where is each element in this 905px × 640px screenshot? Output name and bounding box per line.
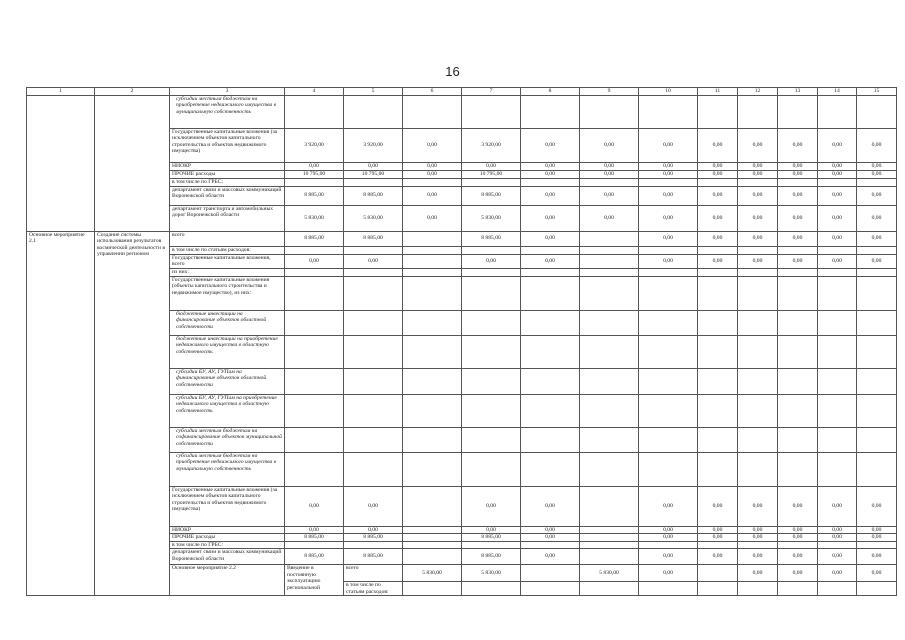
column-number: 10	[639, 88, 698, 96]
value-cell: 0,00	[857, 205, 897, 231]
value-cell: 0,00	[285, 526, 344, 534]
value-cell: 0,00	[698, 128, 738, 162]
column-number: 8	[521, 88, 580, 96]
column-number: 9	[580, 88, 639, 96]
value-cell: 0,00	[344, 254, 403, 268]
value-cell	[580, 526, 639, 534]
value-cell: 0,00	[818, 526, 857, 534]
value-cell: 0,00	[698, 205, 738, 231]
value-cell: 0,00	[639, 565, 698, 582]
value-cell: 0,00	[639, 549, 698, 565]
value-cell: 0,00	[778, 486, 818, 526]
value-cell: 0,00	[857, 231, 897, 246]
value-cell	[403, 254, 462, 268]
row-label: Государственные капитальные вложения (за исключением объектов капитального строительства и объектов недвижимого имущества)	[170, 128, 285, 162]
row-label: субсидии местным бюджетам на софинансирование объектов муниципальной собственности	[170, 427, 285, 452]
value-cell: 3 920,00	[462, 128, 521, 162]
value-cell: 0,00	[403, 186, 462, 205]
value-cell: 0,00	[698, 549, 738, 565]
event-name-cell	[95, 95, 170, 231]
value-cell: 10 795,00	[344, 170, 403, 178]
value-cell: 0,00	[738, 186, 778, 205]
value-cell: 0,00	[698, 254, 738, 268]
value-cell: 0,00	[818, 205, 857, 231]
value-cell: 0,00	[462, 486, 521, 526]
value-cell: 10 795,00	[285, 170, 344, 178]
value-cell: 0,00	[857, 526, 897, 534]
row-label: Государственные капитальные вложения, всего	[170, 254, 285, 268]
value-cell: 0,00	[639, 526, 698, 534]
value-cell: 0,00	[698, 170, 738, 178]
column-number: 12	[738, 88, 778, 96]
value-cell	[580, 534, 639, 542]
value-cell: 0,00	[521, 128, 580, 162]
value-cell: 0,00	[818, 534, 857, 542]
value-cell: 0,00	[778, 565, 818, 582]
column-number: 1	[27, 88, 95, 96]
value-cell: 0,00	[857, 565, 897, 582]
value-cell	[403, 526, 462, 534]
value-cell: 8 885,00	[462, 231, 521, 246]
column-number: 15	[857, 88, 897, 96]
value-cell	[698, 565, 738, 582]
value-cell: 0,00	[738, 205, 778, 231]
value-cell: 0,00	[521, 486, 580, 526]
column-number: 7	[462, 88, 521, 96]
value-cell: 0,00	[738, 170, 778, 178]
value-cell: 0,00	[639, 231, 698, 246]
value-cell: 0,00	[738, 486, 778, 526]
value-cell: 5 830,00	[462, 565, 521, 582]
budget-table	[26, 87, 897, 596]
value-cell: 0,00	[818, 486, 857, 526]
value-cell: 0,00	[698, 162, 738, 170]
value-cell: 8 885,00	[344, 186, 403, 205]
row-label: Государственные капитальные вложения (за исключением объектов капитального строительства и объектов недвижимого имущества)	[170, 486, 285, 526]
column-number: 4	[285, 88, 344, 96]
value-cell: 0,00	[857, 254, 897, 268]
row-label: в том числе по статьям расходов:	[344, 582, 403, 596]
column-number: 6	[403, 88, 462, 96]
value-cell: 0,00	[818, 254, 857, 268]
page-number: 16	[445, 64, 460, 79]
value-cell	[403, 534, 462, 542]
value-cell	[580, 254, 639, 268]
row-label: всего	[170, 231, 285, 246]
value-cell: 0,00	[738, 526, 778, 534]
value-cell: 0,00	[818, 170, 857, 178]
value-cell: 0,00	[857, 162, 897, 170]
value-cell: 0,00	[580, 205, 639, 231]
event-code-2-2: Основное мероприятие 2.2	[170, 565, 285, 596]
row-label: ПРОЧИЕ расходы	[170, 534, 285, 542]
value-cell: 0,00	[580, 170, 639, 178]
value-cell: 0,00	[403, 162, 462, 170]
value-cell: 0,00	[344, 526, 403, 534]
value-cell: 0,00	[521, 549, 580, 565]
value-cell: 0,00	[778, 128, 818, 162]
value-cell: 8 885,00	[344, 231, 403, 246]
value-cell: 0,00	[857, 486, 897, 526]
value-cell: 3 920,00	[285, 128, 344, 162]
row-label: НИОКР	[170, 162, 285, 170]
value-cell: 0,00	[639, 186, 698, 205]
value-cell: 0,00	[778, 170, 818, 178]
row-label: всего	[344, 565, 403, 582]
value-cell: 0,00	[738, 128, 778, 162]
value-cell: 0,00	[580, 128, 639, 162]
value-cell: 8 885,00	[285, 186, 344, 205]
value-cell: 0,00	[738, 254, 778, 268]
value-cell: 0,00	[521, 186, 580, 205]
value-cell: 0,00	[818, 565, 857, 582]
table-row	[27, 231, 897, 246]
row-label: Государственные капитальные вложения (объекты капитального строительства и недвижимое имущество), из них:	[170, 276, 285, 310]
event-name-2-2: Введение в постоянную эксплуатацию региональной	[285, 565, 344, 596]
value-cell: 0,00	[857, 170, 897, 178]
value-cell: 5 830,00	[580, 565, 639, 582]
value-cell: 0,00	[818, 162, 857, 170]
event-name-2-1: Создание системы использования результатов космической деятельности в управлении регионом	[95, 231, 170, 596]
value-cell: 5 830,00	[285, 205, 344, 231]
row-label: из них:	[170, 268, 285, 276]
value-cell: 0,00	[778, 534, 818, 542]
row-label: бюджетные инвестиции на приобретение недвижимого имущества в областную собственность	[170, 335, 285, 368]
value-cell: 0,00	[778, 526, 818, 534]
value-cell: 0,00	[521, 534, 580, 542]
value-cell: 0,00	[521, 231, 580, 246]
value-cell: 8 885,00	[462, 186, 521, 205]
value-cell: 0,00	[857, 128, 897, 162]
event-code-2-1: Основное мероприятие 2.1	[27, 231, 95, 596]
value-cell: 3 920,00	[344, 128, 403, 162]
column-number: 5	[344, 88, 403, 96]
value-cell	[580, 231, 639, 246]
table-row	[27, 95, 897, 128]
value-cell: 0,00	[818, 231, 857, 246]
value-cell: 0,00	[580, 186, 639, 205]
value-cell	[403, 549, 462, 565]
value-cell: 10 795,00	[462, 170, 521, 178]
value-cell: 0,00	[403, 128, 462, 162]
value-cell: 0,00	[818, 186, 857, 205]
value-cell: 0,00	[285, 254, 344, 268]
value-cell: 0,00	[857, 534, 897, 542]
value-cell: 8 885,00	[462, 549, 521, 565]
value-cell: 0,00	[285, 486, 344, 526]
event-code-cell	[27, 95, 95, 231]
value-cell: 0,00	[639, 534, 698, 542]
value-cell: 0,00	[639, 205, 698, 231]
value-cell: 0,00	[521, 162, 580, 170]
row-label: бюджетные инвестиции на финансирование объектов областной собственности	[170, 310, 285, 335]
column-number: 11	[698, 88, 738, 96]
value-cell	[403, 486, 462, 526]
value-cell: 0,00	[778, 254, 818, 268]
value-cell: 0,00	[462, 254, 521, 268]
value-cell: 0,00	[698, 186, 738, 205]
value-cell: 0,00	[639, 254, 698, 268]
value-cell	[580, 486, 639, 526]
value-cell	[521, 565, 580, 582]
value-cell: 0,00	[738, 565, 778, 582]
value-cell: 0,00	[521, 254, 580, 268]
value-cell: 0,00	[639, 128, 698, 162]
value-cell: 0,00	[639, 170, 698, 178]
value-cell: 0,00	[738, 162, 778, 170]
column-number: 2	[95, 88, 170, 96]
value-cell: 0,00	[738, 534, 778, 542]
value-cell: 5 830,00	[462, 205, 521, 231]
column-number: 13	[778, 88, 818, 96]
value-cell: 0,00	[521, 526, 580, 534]
value-cell: 8 885,00	[285, 549, 344, 565]
value-cell: 8 885,00	[462, 534, 521, 542]
value-cell: 0,00	[857, 186, 897, 205]
value-cell: 0,00	[818, 128, 857, 162]
value-cell: 0,00	[462, 162, 521, 170]
value-cell: 0,00	[403, 170, 462, 178]
value-cell: 0,00	[285, 162, 344, 170]
value-cell: 0,00	[778, 231, 818, 246]
value-cell	[403, 231, 462, 246]
value-cell: 0,00	[778, 549, 818, 565]
row-label: субсидии местным бюджетам на приобретение недвижимого имущества в муниципальную собственность	[170, 95, 285, 128]
value-cell: 0,00	[778, 186, 818, 205]
row-label: департамент связи и массовых коммуникаций Воронежской области	[170, 549, 285, 565]
row-label: департамент связи и массовых коммуникаций Воронежской области	[170, 186, 285, 205]
value-cell: 8 885,00	[344, 534, 403, 542]
value-cell: 0,00	[698, 486, 738, 526]
row-label: департамент транспорта и автомобильных дорог Воронежской области	[170, 205, 285, 231]
row-label: НИОКР	[170, 526, 285, 534]
row-label: ПРОЧИЕ расходы	[170, 170, 285, 178]
value-cell: 0,00	[462, 526, 521, 534]
value-cell: 8 885,00	[344, 549, 403, 565]
column-number: 3	[170, 88, 285, 96]
value-cell: 0,00	[344, 162, 403, 170]
row-label: в том числе по ГРБС:	[170, 178, 285, 186]
value-cell: 5 830,00	[403, 565, 462, 582]
row-label: субсидии БУ, АУ, ГУПам на приобретение недвижимого имущества в областную собственность	[170, 394, 285, 427]
value-cell: 0,00	[698, 526, 738, 534]
value-cell: 0,00	[738, 231, 778, 246]
value-cell: 0,00	[778, 205, 818, 231]
value-cell: 0,00	[738, 549, 778, 565]
value-cell: 5 830,00	[344, 205, 403, 231]
value-cell: 0,00	[580, 162, 639, 170]
value-cell: 0,00	[818, 549, 857, 565]
value-cell: 0,00	[698, 534, 738, 542]
value-cell: 0,00	[403, 205, 462, 231]
row-label: в том числе по статьям расходов:	[170, 246, 285, 254]
value-cell: 8 885,00	[285, 231, 344, 246]
value-cell: 8 885,00	[285, 534, 344, 542]
value-cell: 0,00	[639, 162, 698, 170]
value-cell: 0,00	[639, 486, 698, 526]
column-number: 14	[818, 88, 857, 96]
row-label: в том числе по ГРБС:	[170, 541, 285, 549]
value-cell: 0,00	[521, 170, 580, 178]
value-cell: 0,00	[698, 231, 738, 246]
value-cell: 0,00	[857, 549, 897, 565]
column-numbers-row	[27, 88, 897, 96]
row-label: субсидии БУ, АУ, ГУПам на финансирование объектов областной собственности	[170, 368, 285, 394]
value-cell	[580, 549, 639, 565]
value-cell: 0,00	[778, 162, 818, 170]
row-label: субсидии местным бюджетам на приобретение недвижимого имущества в муниципальную собственность	[170, 452, 285, 486]
value-cell: 0,00	[344, 486, 403, 526]
value-cell: 0,00	[521, 205, 580, 231]
